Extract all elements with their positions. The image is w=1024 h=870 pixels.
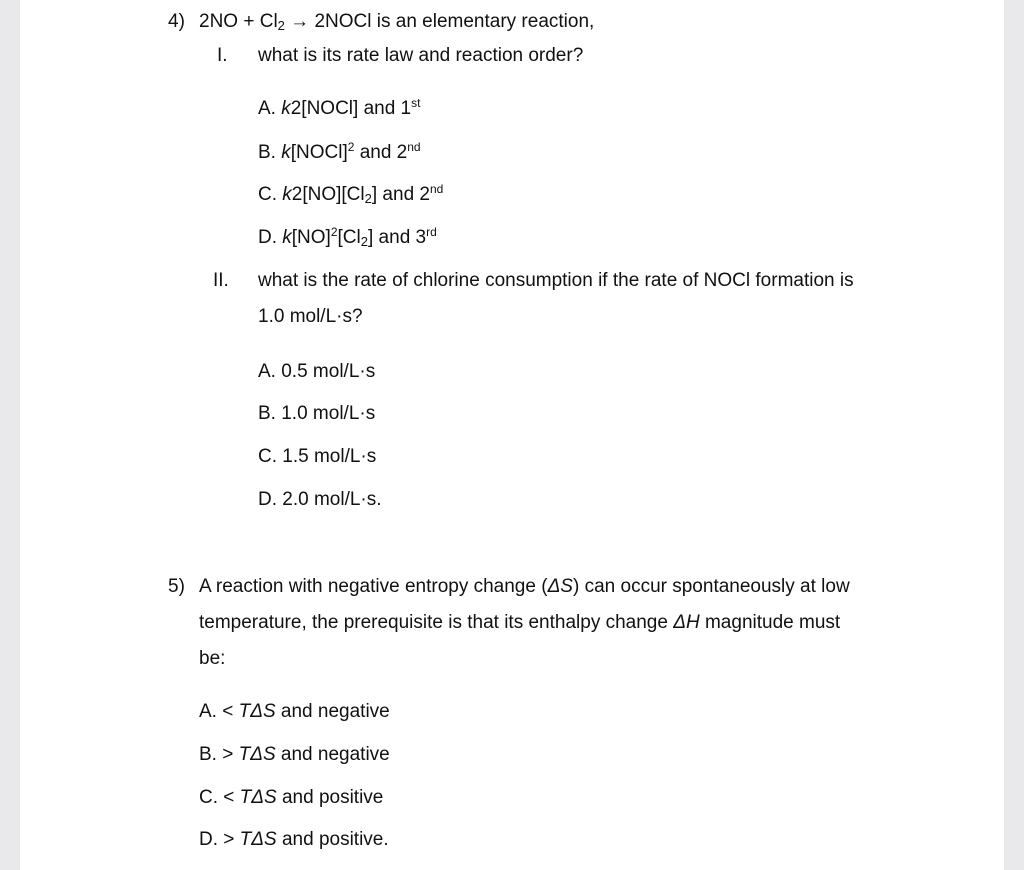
q4-part2-numeral: II. [213,270,229,291]
q4-stem: $2NO + Cl_2$ → 2NOCl is an elementary reaction, [199,11,595,33]
q5-stem-line2: temperature, the prerequisite is that its enthalpy change ΔH magnitude must [199,612,841,633]
q4-part2-option-c: C. 1.5 mol/L·s [258,446,377,467]
q5-number: 5) [168,576,185,597]
q5-option-c: C. < TΔS and positive [199,787,384,808]
q4-part2-option-a: A. 0.5 mol/L·s [258,361,376,382]
q5-option-b: B. > TΔS and negative [199,744,390,765]
q5-option-a: A. < TΔS and negative [199,701,390,722]
q4-part2-option-d: D. 2.0 mol/L·s. [258,489,382,510]
q4-part2-question-line1: what is the rate of chlorine consumption if the rate of NOCl formation is [258,270,854,291]
q5-stem-line1: A reaction with negative entropy change (ΔS) can occur spontaneously at low [199,576,850,597]
q4-part2-option-b: B. 1.0 mol/L·s [258,403,376,424]
q4-part2-question-line2: 1.0 mol/L·s? [258,306,363,327]
q4-part1-option-a: A. k2[NOCl] and 1st [258,96,421,119]
q4-number: 4) [168,11,185,32]
q5-option-d: D. > TΔS and positive. [199,829,389,850]
q4-part1-question: what is its rate law and reaction order? [258,45,584,66]
document-page [20,0,1004,870]
q5-stem-line3: be: [199,648,226,669]
q4-part1-numeral: I. [217,45,228,66]
q4-part1-option-b: B. k[NOCl]$^2$ and 2nd [258,140,421,163]
q4-part1-option-d: D. $k[NO]^2[Cl_2]$ and 3rd [258,225,437,249]
q4-part1-option-c: C. $k2[NO][Cl_2]$ and 2nd [258,182,444,206]
